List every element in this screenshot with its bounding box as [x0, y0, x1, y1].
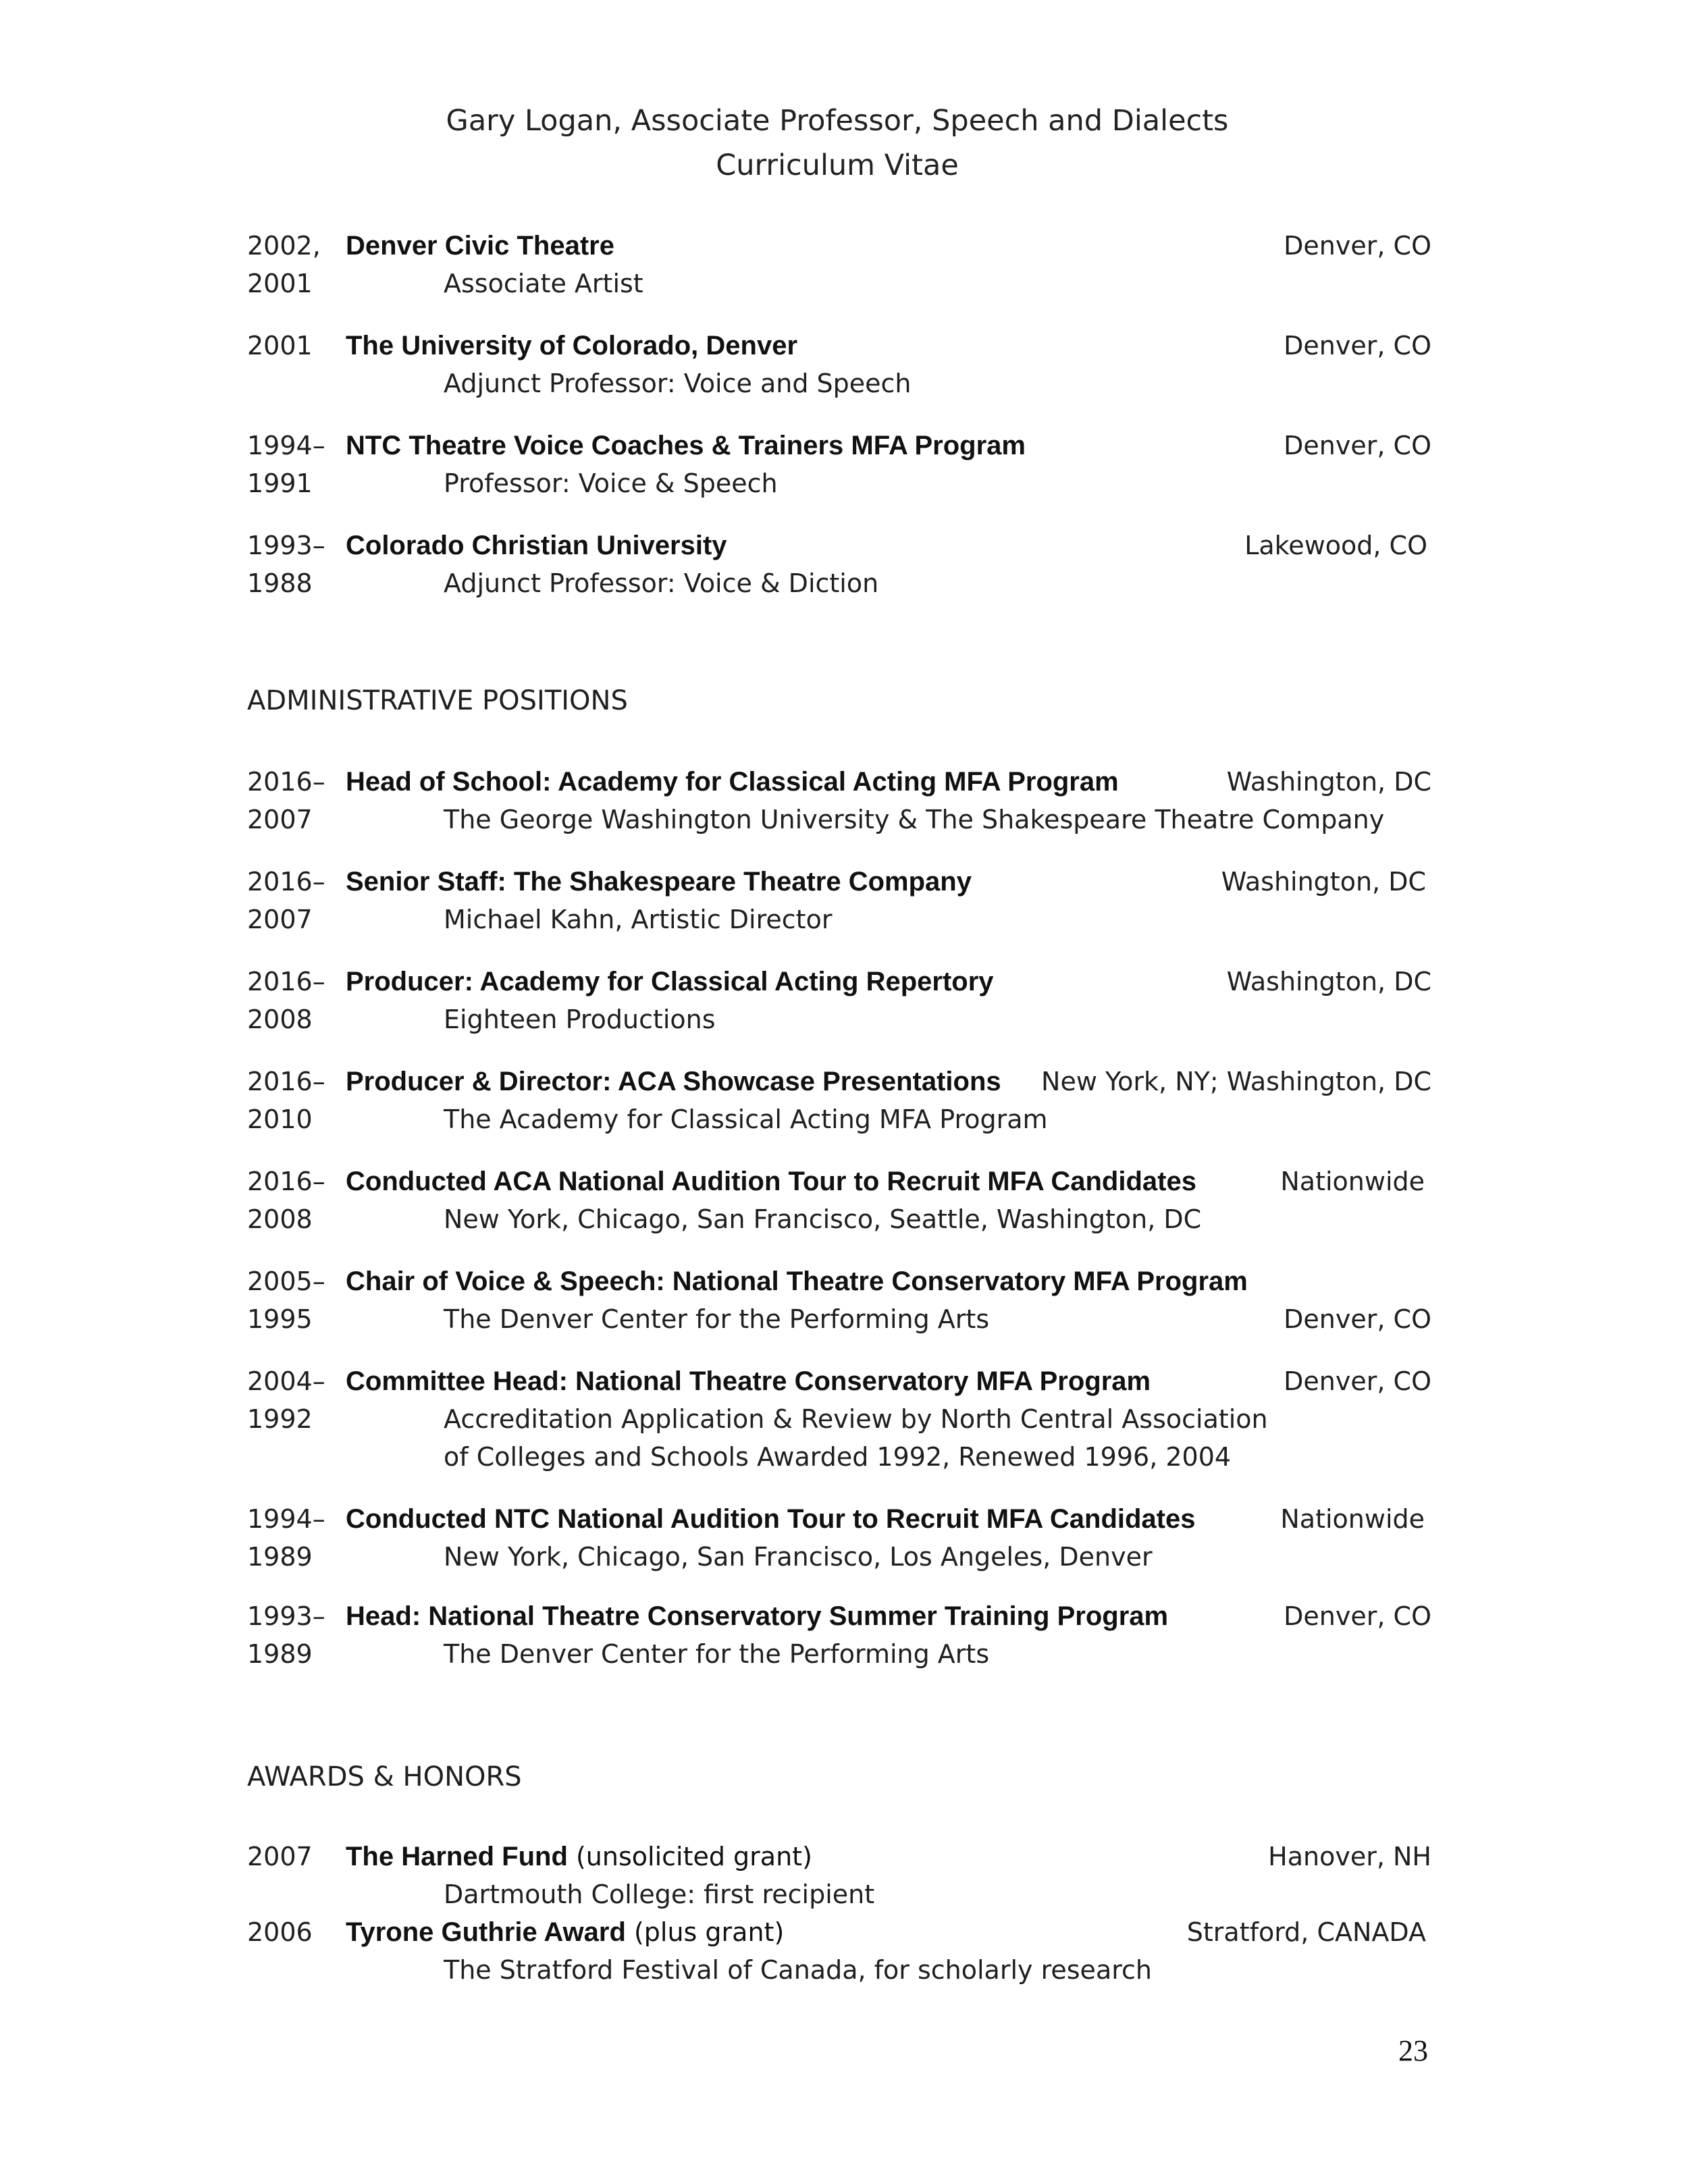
entry-year-start: 2016–: [247, 867, 325, 897]
entry-year-end: 1989: [247, 1639, 313, 1669]
entry-subtitle: Michael Kahn, Artistic Director: [444, 905, 833, 934]
entry-subtitle: The Stratford Festival of Canada, for scholarly research: [444, 1955, 1152, 1985]
entry-title: [346, 1838, 812, 1875]
entry-subtitle: The Denver Center for the Performing Arts: [444, 1304, 990, 1334]
entry-title: Head: National Theatre Conservatory Summer Training Program: [346, 1601, 1169, 1631]
entry-subtitle: Associate Artist: [444, 269, 643, 298]
entry-year-start: 2002,: [247, 231, 321, 261]
entry-location: Washington, DC: [1226, 967, 1431, 996]
entry-title: Senior Staff: The Shakespeare Theatre Company: [346, 867, 972, 897]
entry-location: Nationwide: [1280, 1167, 1425, 1196]
entry-location: Denver, CO: [1284, 231, 1431, 261]
entry-location: Denver, CO: [1284, 431, 1431, 460]
entry-location: New York, NY; Washington, DC: [1041, 1067, 1431, 1096]
entry-location: Denver, CO: [1284, 1304, 1431, 1334]
entry-subtitle: Dartmouth College: first recipient: [444, 1880, 875, 1909]
entry-subtitle: The Academy for Classical Acting MFA Program: [444, 1104, 1048, 1134]
entry-subtitle: Accreditation Application & Review by North Central Association: [444, 1404, 1268, 1434]
entry-year-end: 2007: [247, 805, 313, 834]
section-heading-awards: AWARDS & HONORS: [247, 1761, 522, 1792]
entry-subtitle: Professor: Voice & Speech: [444, 469, 778, 498]
entry-location: Hanover, NH: [1268, 1842, 1431, 1871]
header-name-line: Gary Logan, Associate Professor, Speech and Dialects: [446, 104, 1229, 138]
entry-location: Washington, DC: [1221, 867, 1426, 897]
entry-title: Denver Civic Theatre: [346, 231, 614, 261]
entry-location: Washington, DC: [1226, 767, 1431, 797]
entry-subtitle: Adjunct Professor: Voice & Diction: [444, 568, 879, 598]
entry-subtitle: Eighteen Productions: [444, 1005, 716, 1034]
entry-year-end: 2008: [247, 1204, 313, 1234]
entry-year-end: 2010: [247, 1104, 313, 1134]
entry-year-start: 2016–: [247, 1167, 325, 1196]
entry-title: Committee Head: National Theatre Conservatory MFA Program: [346, 1366, 1151, 1396]
entry-year-end: 1989: [247, 1542, 313, 1572]
entry-location: Denver, CO: [1284, 331, 1431, 361]
entry-location: Denver, CO: [1284, 1601, 1431, 1631]
entry-year-end: 1988: [247, 568, 313, 598]
entry-year-start: 2001: [247, 331, 313, 361]
entry-location: Lakewood, CO: [1244, 531, 1427, 560]
entry-year-end: 1992: [247, 1404, 313, 1434]
page-number: 23: [1398, 2034, 1428, 2067]
entry-title: [346, 1913, 784, 1951]
entry-title: The University of Colorado, Denver: [346, 331, 798, 361]
section-heading-admin: ADMINISTRATIVE POSITIONS: [247, 685, 628, 716]
award-note: (unsolicited grant): [567, 1842, 812, 1871]
award-name: Tyrone Guthrie Award: [346, 1917, 626, 1947]
entry-year-end: 1995: [247, 1304, 313, 1334]
entry-location: Denver, CO: [1284, 1366, 1431, 1396]
entry-year-start: 1993–: [247, 531, 325, 560]
entry-title: Producer: Academy for Classical Acting Repertory: [346, 967, 994, 996]
entry-year-start: 2016–: [247, 967, 325, 996]
entry-year-start: 1994–: [247, 1504, 325, 1534]
award-note: (plus grant): [625, 1917, 785, 1947]
entry-year-end: 2007: [247, 905, 313, 934]
entry-title: Conducted NTC National Audition Tour to Recruit MFA Candidates: [346, 1504, 1196, 1534]
entry-location: Stratford, CANADA: [1186, 1917, 1426, 1947]
entry-year-start: 2005–: [247, 1267, 325, 1296]
entry-year-end: 1991: [247, 469, 313, 498]
entry-location: Nationwide: [1280, 1504, 1425, 1534]
entry-year-start: 1994–: [247, 431, 325, 460]
entry-year: 2007: [247, 1842, 313, 1871]
entry-year: 2006: [247, 1917, 313, 1947]
entry-title: NTC Theatre Voice Coaches & Trainers MFA Program: [346, 431, 1026, 460]
entry-title: Head of School: Academy for Classical Acting MFA Program: [346, 767, 1119, 797]
entry-subtitle: Adjunct Professor: Voice and Speech: [444, 369, 912, 398]
entry-year-end: 2001: [247, 269, 313, 298]
award-name: The Harned Fund: [346, 1842, 568, 1871]
entry-subtitle: The George Washington University & The Shakespeare Theatre Company: [444, 805, 1385, 834]
entry-year-start: 2016–: [247, 1067, 325, 1096]
entry-title: Colorado Christian University: [346, 531, 727, 560]
entry-title: Conducted ACA National Audition Tour to Recruit MFA Candidates: [346, 1167, 1196, 1196]
entry-year-start: 2004–: [247, 1366, 325, 1396]
entry-title: Chair of Voice & Speech: National Theatre Conservatory MFA Program: [346, 1267, 1248, 1296]
entry-subtitle-continued: of Colleges and Schools Awarded 1992, Renewed 1996, 2004: [444, 1442, 1232, 1472]
entry-year-start: 2016–: [247, 767, 325, 797]
entry-subtitle: The Denver Center for the Performing Arts: [444, 1639, 990, 1669]
entry-subtitle: New York, Chicago, San Francisco, Seattle, Washington, DC: [444, 1204, 1202, 1234]
entry-year-end: 2008: [247, 1005, 313, 1034]
entry-subtitle: New York, Chicago, San Francisco, Los Angeles, Denver: [444, 1542, 1153, 1572]
header-cv-line: Curriculum Vitae: [716, 149, 959, 182]
entry-title: Producer & Director: ACA Showcase Presentations: [346, 1067, 1001, 1096]
entry-year-start: 1993–: [247, 1601, 325, 1631]
